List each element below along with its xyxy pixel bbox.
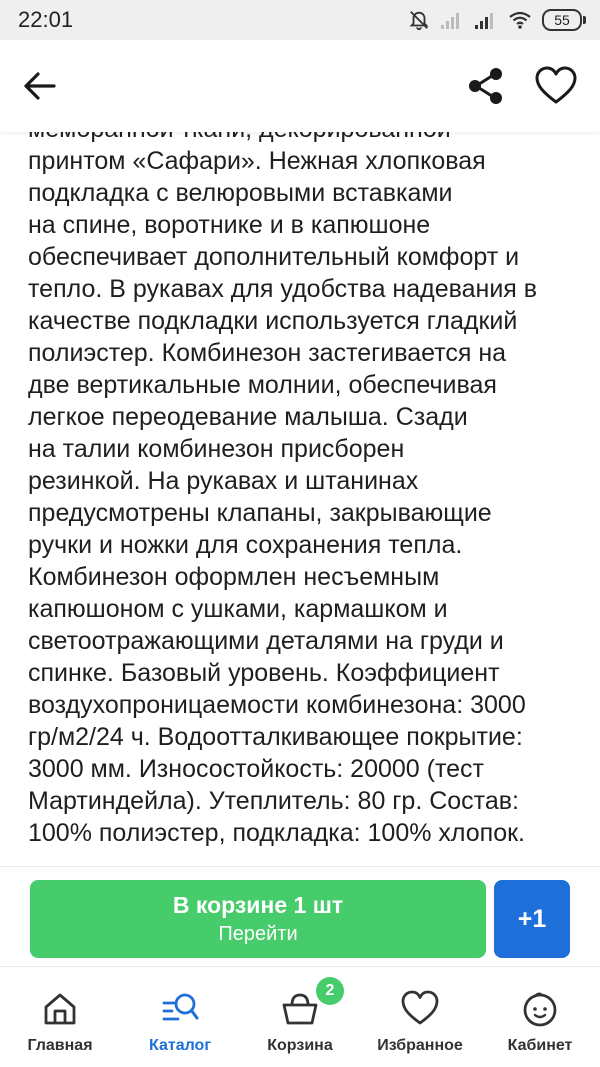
nav-item-catalog[interactable] xyxy=(120,967,240,1067)
status-time: 22:01 xyxy=(18,7,74,32)
signal-weak-icon xyxy=(440,10,464,30)
share-icon xyxy=(465,65,507,107)
nav-item-profile[interactable] xyxy=(480,967,600,1067)
nav-item-favorites[interactable] xyxy=(360,967,480,1067)
heart-icon xyxy=(400,989,440,1029)
cart-icon xyxy=(280,989,320,1029)
go-to-cart-label: Перейти xyxy=(218,923,298,945)
product-description: принтом «Сафари». Нежная хлопковая подкладка с велюровыми вставками на спине, воротнике и в капюшоне обеспечивает дополнительный комфорт и тепло. В рукавах для удобства надевания в качестве подкладки используется гладкий полиэстер. Комбинезон застегивается на две вертикальные молнии, обеспечивая легкое переодевание малыша. Сзади на талии комбинезон присборен резинкой. На рукавах и штанинах предусмотрены клапаны, закрывающие ручки и ножки для сохранения тепла. Комбинезон оформлен несъемным капюшоном с ушками, кармашком и светоотражающими деталями на груди и спинке. Базовый уровень. Коэффициент воздухопроницаемости комбинезона: 3000 гр/м2/24 ч. Водоотталкивающее покрытие: 3000 мм. Износостойкость: 20000 (тест Мартиндейла). Утеплитель: 80 гр. Состав: 100% полиэстер, подкладка: 100% хлопок. xyxy=(28,147,538,847)
in-cart-button[interactable] xyxy=(30,880,486,958)
battery-level: 55 xyxy=(542,9,582,31)
nav-label: Кабинет xyxy=(507,1037,573,1054)
app-bar xyxy=(0,40,600,132)
cart-badge: 2 xyxy=(316,977,344,1005)
profile-icon xyxy=(520,989,560,1029)
favorite-button[interactable] xyxy=(532,62,580,110)
in-cart-label: В корзине 1 шт xyxy=(172,892,344,918)
nav-item-home[interactable] xyxy=(0,967,120,1067)
nav-item-cart[interactable] xyxy=(240,967,360,1067)
nav-label: Главная xyxy=(27,1037,93,1054)
signal-icon xyxy=(474,10,498,30)
product-content[interactable] xyxy=(0,40,600,866)
catalog-search-icon xyxy=(160,989,200,1029)
nav-label: Каталог xyxy=(149,1037,211,1054)
bottom-nav xyxy=(0,966,600,1066)
status-bar xyxy=(0,0,600,40)
nav-label: Корзина xyxy=(267,1037,333,1054)
wifi-icon xyxy=(508,10,532,30)
add-one-button[interactable]: +1 xyxy=(494,880,570,958)
arrow-left-icon xyxy=(20,66,60,106)
status-icons xyxy=(408,9,586,31)
divider xyxy=(0,866,600,867)
nav-label: Избранное xyxy=(377,1037,463,1054)
heart-icon xyxy=(534,66,578,106)
back-button[interactable] xyxy=(16,62,64,110)
muted-notifications-icon xyxy=(408,9,430,31)
home-icon xyxy=(40,989,80,1029)
share-button[interactable] xyxy=(462,62,510,110)
battery-icon xyxy=(542,9,586,31)
